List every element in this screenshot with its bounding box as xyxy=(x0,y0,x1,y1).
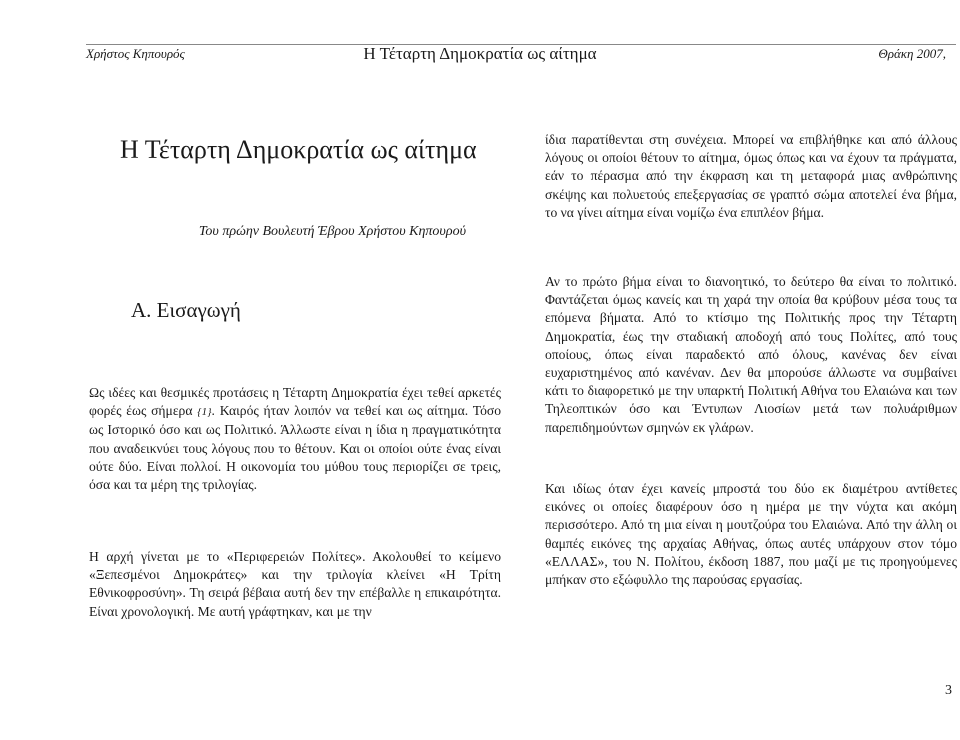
left-paragraph-1-start: Ως ιδέες και θεσμικές προτάσεις η Τέταρτη Δημοκρατία έχει τεθεί αρκετές φορές έως σήμερα xyxy=(89,385,501,419)
header-author: Χρήστος Κηπουρός xyxy=(86,46,185,61)
page-subtitle: Του πρώην Βουλευτή Έβρου Χρήστου Κηπουρού xyxy=(198,224,466,239)
page-title: Η Τέταρτη Δημοκρατία ως αίτημα xyxy=(120,135,477,164)
page-number: 3 xyxy=(945,683,952,698)
left-paragraph-2: Η αρχή γίνεται με το «Περιφερειών Πολίτες». Ακολουθεί το κείμενο «Ξεπεσμένοι Δημοκράτες» και την τριλογία κλείνει «Η Τρίτη Εθνικοφροσύνη». Τη σειρά βέβαια αυτή δεν την επέβαλλε η επικαιρότητα. Είναι χρονολογική. Με αυτή γράφτηκαν, και με την xyxy=(89,549,501,619)
section-heading: Α. Εισαγωγή xyxy=(131,298,241,322)
left-paragraph-1-end: . Καιρός ήταν λοιπόν να τεθεί και ως αίτημα. Τόσο ως Ιστορικό όσο και ως Πολιτικό. Άλλωστε είναι η ίδια η πραγματικότητα που αναδεικνύει τους λόγους που το θέτουν. Και οι οποίοι ούτε ένας είναι ούτε δύο. Είναι πολλοί. Η οικονομία του μύθου τους περιορίζει σε τρεις, όσα και τα μέρη της τριλογίας. xyxy=(89,403,501,493)
right-paragraph-3: Και ιδίως όταν έχει κανείς μπροστά του δύο εκ διαμέτρου αντίθετες εικόνες οι οποίες διαφέρουν όσο η ημέρα με την νύχτα και ακόμη περισσότερο. Από τη μια είναι η μουτζούρα του Ελαιώνα. Από την άλλη οι θαμπές εικόνες της αρχαίας Αθήνας, όπως αυτές υπάρχουν στον τόμο «ΕΛΛΑΣ», του Ν. Πολίτου, έκδοση 1887, που μαζί με τις προηγούμενες μπήκαν στο εξώφυλλο της παρούσας εργασίας. xyxy=(545,481,957,588)
right-paragraph-2: Αν το πρώτο βήμα είναι το διανοητικό, το δεύτερο θα είναι το πολιτικό. Φαντάζεται όμως κανείς και τη χαρά την οποία θα κρύβουν μέσα τους τα επόμενα βήματα. Από το κτίσιμο της Πολιτικής προς την Τέταρτη Δημοκρατία, έως την σταδιακή αποδοχή από τους Πολίτες, από τους οποίους, όπως είναι παραδεκτό από όλους, κανένας δεν είναι ευχαριστημένος από κανέναν. Δεν θα μπορούσε άλλωστε να συμβαίνει κάτι το διαφορετικό με την υπαρκτή Πολιτική Αθήνα του Ελαιώνα και των Τηλεοπτικών όσο και Έντυπων Λιοσίων μετά των πολυάριθμων παρεπιδημούντων σμηνών εκ γλάρων. xyxy=(545,274,957,435)
header-title: Η Τέταρτη Δημοκρατία ως αίτημα xyxy=(363,44,597,63)
left-paragraph-1 xyxy=(89,384,501,494)
right-paragraph-1: ίδια παρατίθενται στη συνέχεια. Μπορεί να επιβλήθηκε και από άλλους λόγους οι οποίοι θέτουν το αίτημα, όμως όπως και να έχουν τα πράγματα, εάν το πέρασμα από την έκφραση και τη μεταφορά μιας ανθρώπινης σκέψης και πολυετούς επεξεργασίας σε γραπτό σώμα αποτελεί ένα βήμα, το να γίνει αίτημα είναι νομίζω ένα επιπλέον βήμα. xyxy=(545,132,957,220)
header-place-date: Θράκη 2007, xyxy=(878,46,946,61)
footnote-ref: {1} xyxy=(197,406,212,419)
